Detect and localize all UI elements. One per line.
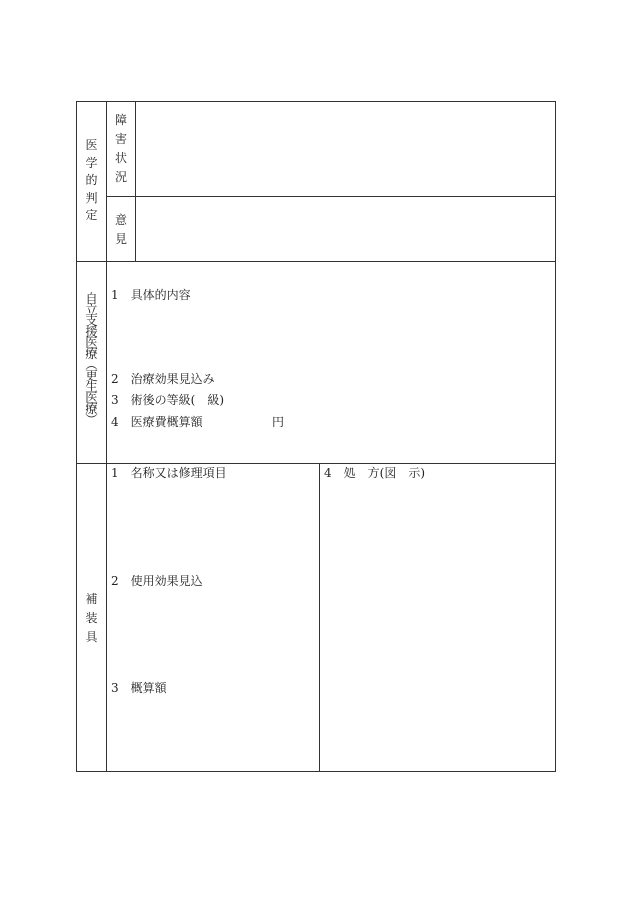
label-char: 意 [114, 213, 127, 227]
label-char: 定 [85, 208, 98, 222]
label-char: 医 [85, 138, 98, 152]
prescription-diagram-item: 4 処 方(図 示) [324, 466, 425, 480]
label-char: 的 [85, 173, 98, 187]
divider-sublabel-column [135, 101, 136, 261]
label-char: 援 [85, 324, 98, 339]
medical-cost-estimate-item: 4 医療費概算額 [111, 415, 203, 429]
divider-support-device [76, 463, 556, 464]
label-char: 見 [114, 232, 127, 246]
label-char: 具 [85, 630, 98, 644]
label-char: 自 [85, 291, 98, 306]
label-char: 支 [85, 313, 98, 328]
label-char: 障 [114, 113, 127, 127]
divider-medical-support [76, 261, 556, 262]
label-char: 害 [114, 132, 127, 146]
usage-effect-item: 2 使用効果見込 [111, 574, 203, 588]
label-char: 補 [85, 592, 98, 606]
divider-label-column [106, 101, 107, 772]
device-name-item: 1 名称又は修理項目 [111, 466, 227, 480]
border-top [76, 101, 556, 102]
yen-unit: 円 [272, 415, 285, 429]
label-char: 更 [85, 368, 98, 383]
specific-content-item: 1 具体的内容 [111, 288, 191, 302]
medical-judgment-label [77, 137, 106, 225]
label-char: 学 [85, 155, 98, 170]
label-char: 況 [114, 170, 127, 184]
divider-device-prescription [319, 463, 320, 772]
label-char: 装 [85, 611, 98, 625]
divider-disability-opinion [106, 196, 556, 197]
support-medical-label [77, 293, 106, 425]
label-char: 立 [85, 302, 98, 317]
label-char: 医 [85, 390, 98, 405]
treatment-effect-item: 2 治療効果見込み [111, 372, 215, 386]
assistive-device-label [77, 590, 106, 647]
label-char: 状 [114, 151, 127, 165]
label-char: 医 [85, 335, 98, 350]
opinion-label [107, 211, 135, 249]
label-char: 生 [85, 379, 98, 394]
postoperative-grade-item: 3 術後の等級( 級) [111, 393, 224, 407]
label-char: 療 [85, 401, 98, 416]
label-char: 判 [85, 190, 98, 205]
label-char: 療 [85, 346, 98, 361]
label-char: ︶ [85, 412, 98, 427]
estimated-amount-item: 3 概算額 [111, 681, 167, 695]
border-right [555, 101, 556, 772]
disability-status-label [107, 111, 135, 187]
label-char: ︵ [85, 357, 98, 372]
border-bottom [76, 771, 556, 772]
